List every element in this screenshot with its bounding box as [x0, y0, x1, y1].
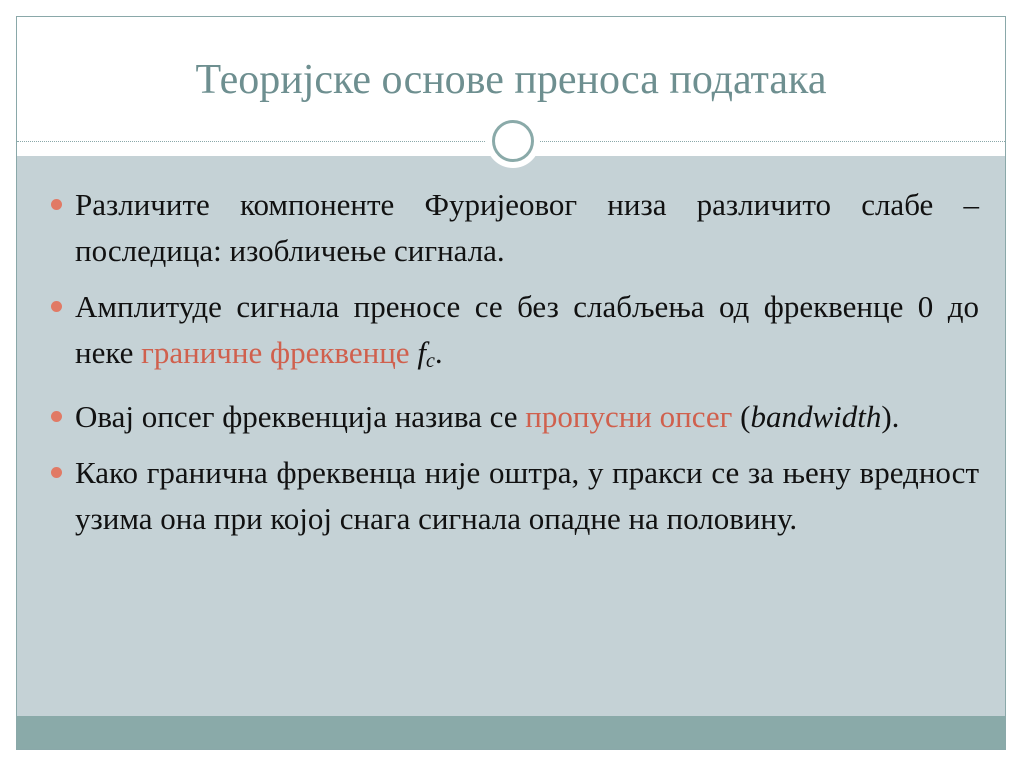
- bottom-band: [17, 716, 1005, 750]
- bullet-list: [51, 182, 979, 552]
- bullet-item-1: [51, 182, 979, 274]
- bullet-text-1: Различите компоненте Фуријеовог низа различито слабе – последица: изобличење сигнала.: [75, 187, 979, 268]
- bullet-text-3-before: Овај опсег фреквенција назива се: [75, 399, 526, 434]
- frequency-symbol: f: [417, 335, 426, 370]
- bandwidth-term: пропусни опсег: [525, 399, 733, 434]
- bullet-item-3: [51, 394, 979, 440]
- bullet-text-2-after: .: [434, 335, 443, 370]
- open-parenthesis: (: [732, 399, 751, 434]
- bullet-dot-icon: [51, 467, 62, 478]
- bullet-dot-icon: [51, 301, 62, 312]
- cutoff-frequency-term: граничне фреквенце: [141, 335, 410, 370]
- circle-ring-icon: [492, 120, 534, 162]
- bullet-text-2-before: Амплитуде сигнала преносе се без слабљења од фреквенце 0 до неке: [75, 289, 979, 370]
- bullet-item-4: [51, 450, 979, 542]
- bullet-text-4: Како гранична фреквенца није оштра, у пракси се за њену вредност узима она при којој снага сигнала опадне на половину.: [75, 455, 979, 536]
- slide-title: Теоријске основе преноса података: [195, 57, 827, 103]
- frequency-subscript: c: [425, 350, 435, 372]
- bandwidth-english: bandwidth: [750, 399, 882, 434]
- circle-ornament-icon: [486, 114, 540, 168]
- slide-frame: [16, 16, 1006, 750]
- bullet-text-3-after: ).: [881, 399, 900, 434]
- bullet-dot-icon: [51, 411, 62, 422]
- bullet-dot-icon: [51, 199, 62, 210]
- bullet-item-2: [51, 284, 979, 384]
